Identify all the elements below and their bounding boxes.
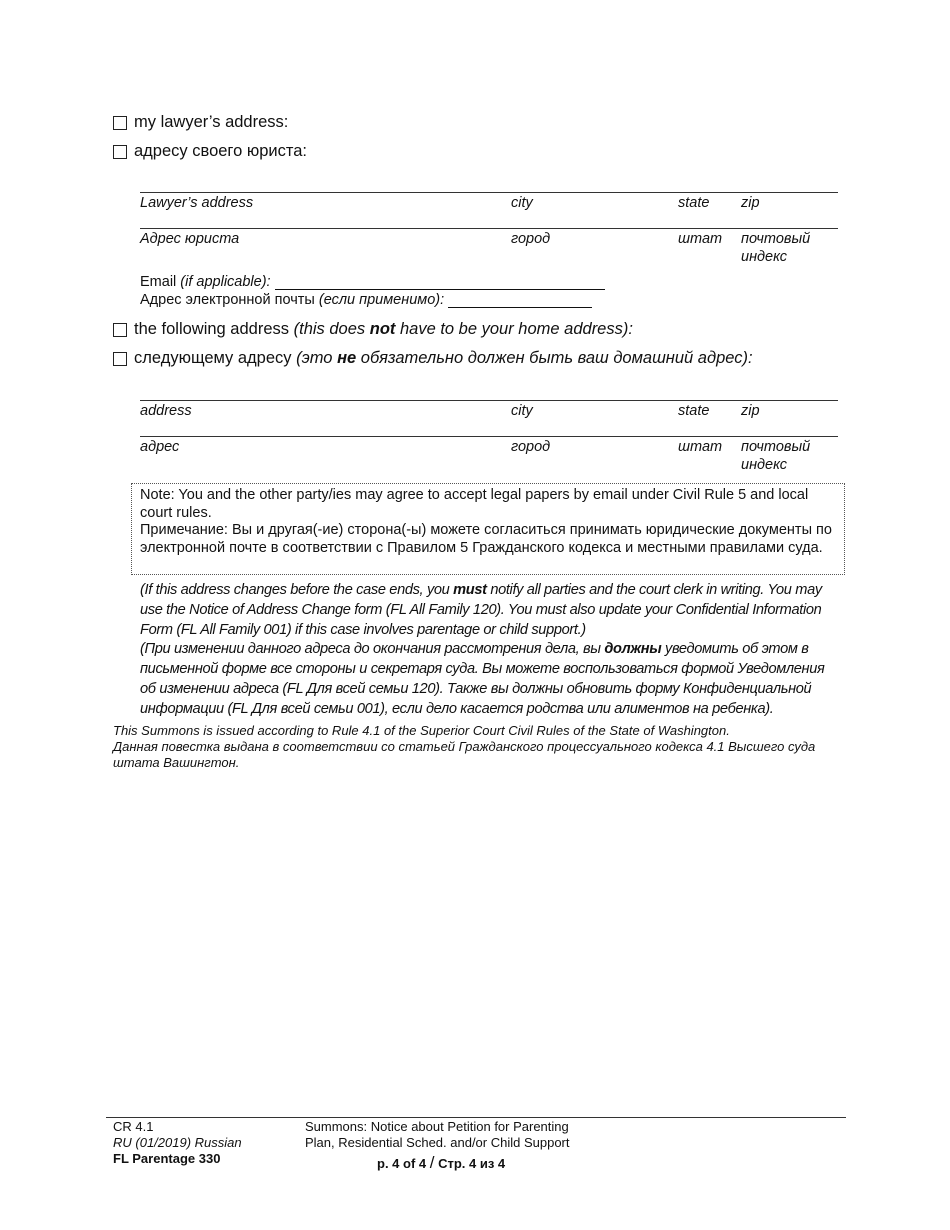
- lawyer-address-option-ru[interactable]: [113, 142, 307, 161]
- email-label-ru: Адрес электронной почты (если применимо):: [140, 292, 445, 308]
- footer-title-line2: Plan, Residential Sched. and/or Child Support: [305, 1135, 570, 1150]
- zip-label: zip: [741, 403, 760, 419]
- email-input-line[interactable]: [275, 275, 605, 290]
- lawyer-address-label-en: my lawyer’s address:: [134, 113, 289, 131]
- footer-form-title: [305, 1119, 570, 1151]
- page-number-en: p. 4 of 4: [377, 1156, 427, 1171]
- lawyer-zip-label-ru: почтовый индекс: [741, 231, 811, 265]
- city-label-ru: город: [511, 439, 551, 455]
- page-separator: /: [429, 1153, 435, 1172]
- email-row: [140, 274, 605, 290]
- note-text-ru: Примечание: Вы и другая(-ие) сторона(-ы) можете согласиться принимать юридические документы по электронной почте в соответствии с Правилом 5 Гражданского кодекса и местными правилами суда.: [140, 522, 832, 556]
- address-field-label-ru: адрес: [140, 439, 180, 455]
- lawyer-state-label-ru: штат: [678, 231, 723, 247]
- address-field-label: address: [140, 403, 192, 419]
- lawyer-city-label-ru: город: [511, 231, 551, 247]
- lawyer-zip-label: zip: [741, 195, 760, 211]
- lawyer-address-checkbox-ru[interactable]: [113, 145, 127, 159]
- lawyer-address-line-ru: [140, 228, 838, 229]
- email-service-note: [131, 483, 845, 575]
- email-row-ru: [140, 292, 592, 308]
- lawyer-address-field-label: Lawyer’s address: [140, 195, 254, 211]
- lawyer-city-label: city: [511, 195, 533, 211]
- address-change-instructions: [140, 581, 840, 720]
- lawyer-address-label-ru: адресу своего юриста:: [134, 142, 307, 160]
- footer-title-line1: Summons: Notice about Petition for Parenting: [305, 1119, 569, 1134]
- city-label: city: [511, 403, 533, 419]
- footer-form-number: FL Parentage 330: [113, 1151, 221, 1166]
- footer-version: RU (01/2019) Russian: [113, 1135, 242, 1150]
- lawyer-address-option[interactable]: [113, 113, 288, 132]
- state-label-ru: штат: [678, 439, 723, 455]
- zip-label-ru: почтовый индекс: [741, 439, 811, 473]
- state-label: state: [678, 403, 710, 419]
- lawyer-address-field-label-ru: Адрес юриста: [140, 231, 240, 247]
- address-change-ru: (При изменении данного адреса до окончания рассмотрения дела, вы должны уведомить об этом в письменной форме все стороны и секретаря суда. Вы можете воспользоваться формой Уведомления об изменении адреса (FL Для всей семьи 120). Также вы должны обновить форму Конфиденциальной информации (FL Для всей семьи 001), если дело касается родства или алиментов на ребенка).: [140, 641, 825, 717]
- following-address-checkbox[interactable]: [113, 323, 127, 337]
- summons-issued-statement: [113, 723, 843, 771]
- following-address-option[interactable]: [113, 320, 633, 339]
- footer-form-info: [113, 1119, 242, 1167]
- following-address-line-ru: [140, 436, 838, 437]
- lawyer-address-checkbox[interactable]: [113, 116, 127, 130]
- following-address-label-en: the following address (this does not have to be your home address):: [134, 320, 633, 338]
- following-address-checkbox-ru[interactable]: [113, 352, 127, 366]
- footer-page-number: [377, 1153, 505, 1173]
- following-address-option-ru[interactable]: [113, 349, 753, 368]
- email-input-line-ru[interactable]: [448, 293, 592, 308]
- footer-code: CR 4.1: [113, 1119, 154, 1134]
- following-address-line[interactable]: [140, 400, 838, 401]
- footer-divider: [106, 1117, 846, 1118]
- following-address-label-ru: следующему адресу (это не обязательно должен быть ваш домашний адрес):: [134, 349, 753, 367]
- address-change-en: (If this address changes before the case ends, you must notify all parties and the court clerk in writing. You may use the Notice of Address Change form (FL All Family 120). You must also update your Confidential Information Form (FL All Family 001) if this case involves parentage or child support.): [140, 582, 822, 638]
- page-number-ru: Стр. 4 из 4: [438, 1156, 506, 1171]
- lawyer-state-label: state: [678, 195, 710, 211]
- lawyer-address-line[interactable]: [140, 192, 838, 193]
- note-text-en: Note: You and the other party/ies may agree to accept legal papers by email under Civil Rule 5 and local court rules.: [140, 487, 809, 521]
- summons-issued-en: This Summons is issued according to Rule 4.1 of the Superior Court Civil Rules of the State of Washington.: [113, 723, 730, 738]
- summons-issued-ru: Данная повестка выдана в соответствии со статьей Гражданского процессуального кодекса 4.1 Высшего суда штата Вашингтон.: [113, 739, 816, 770]
- email-label: Email (if applicable):: [140, 274, 271, 290]
